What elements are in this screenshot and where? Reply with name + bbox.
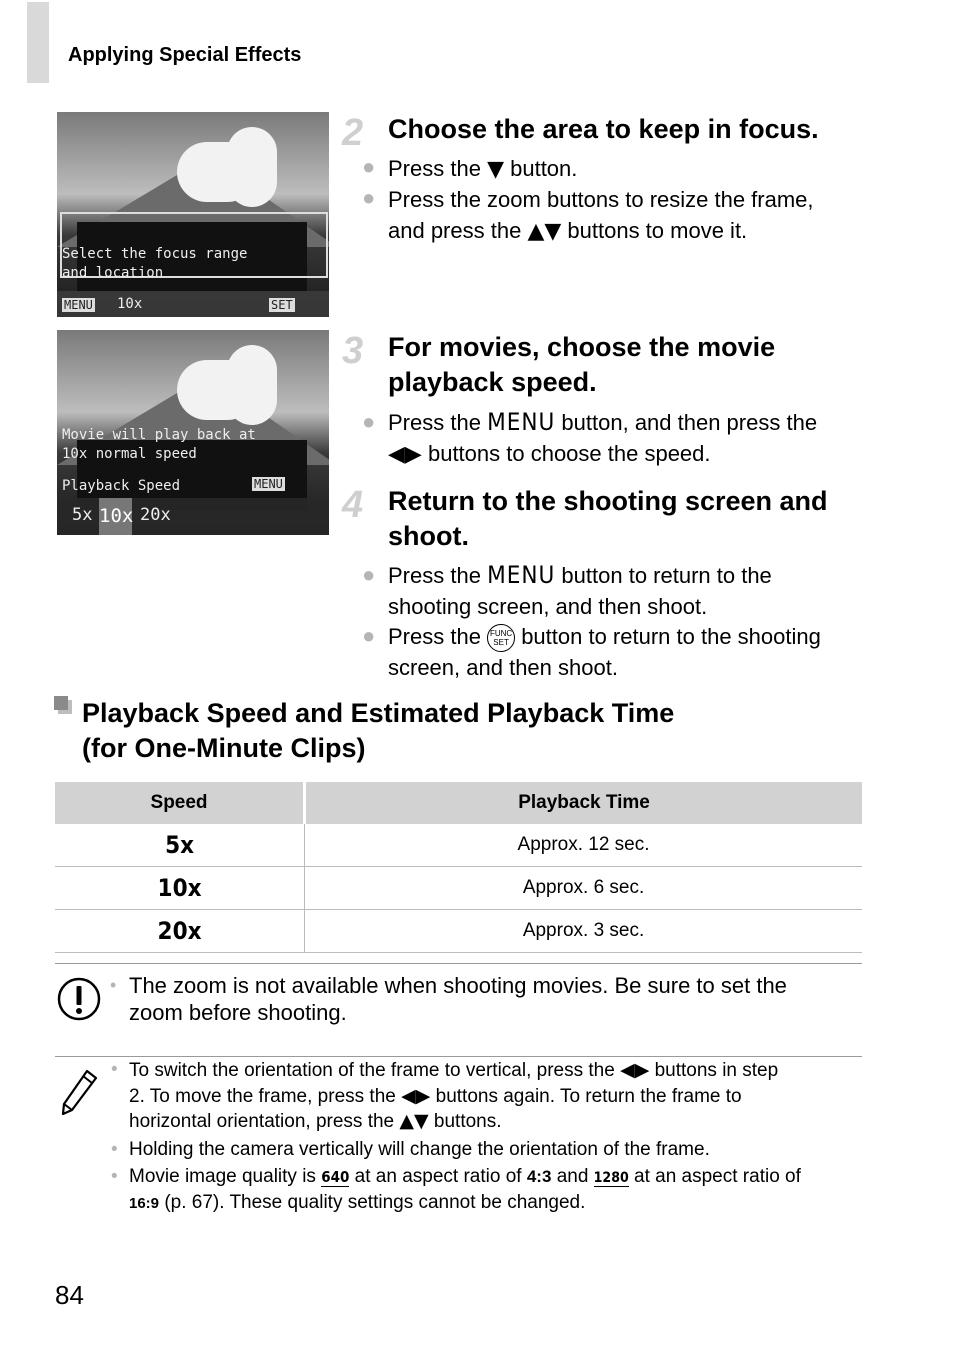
- left-right-arrows-icon: ◀▶: [401, 1084, 431, 1107]
- notes-list: • To switch the orientation of the frame to vertical, press the ◀▶ buttons in step 2. To move the frame, press the ◀▶ buttons again. To return the frame to horizontal orientation, press the ▲▼ buttons. • Holding the camera vertically will change the orientation of the frame. • Movie image quality is 640 at an aspect ratio of 4:3 and 1280 at an aspect ratio of 16:9 (p. 67). These quality settings cannot be changed.: [111, 1059, 801, 1213]
- camera-screen-playback-speed: [57, 330, 329, 535]
- step-number: 2: [342, 112, 364, 154]
- bullet-icon: ●: [362, 562, 376, 587]
- divider: [55, 963, 862, 964]
- sidebar-tab: [27, 2, 49, 83]
- table-header: Speed: [55, 782, 305, 824]
- speed-cell: 20x: [55, 910, 305, 953]
- overlay-text: and location: [62, 265, 164, 281]
- bullet-icon: ●: [362, 185, 376, 210]
- bullet-icon: •: [110, 975, 117, 995]
- caution-text: The zoom is not available when shooting movies. Be sure to set the zoom before shooting.: [129, 973, 787, 1025]
- overlay-text: Movie will play back at: [62, 427, 256, 443]
- pencil-note-icon: [59, 1068, 99, 1116]
- down-arrow-icon: ▼: [487, 157, 504, 182]
- menu-badge: MENU: [254, 477, 283, 491]
- speed-cell: 5x: [55, 824, 305, 867]
- speed-option-selected: 10x: [99, 498, 132, 535]
- menu-badge: MENU: [64, 298, 93, 312]
- quality-1280-icon: 1280: [593, 1170, 629, 1186]
- step-title: Choose the area to keep in focus.: [388, 114, 819, 144]
- set-badge: SET: [271, 298, 293, 312]
- step-instruction: Press the MENU button to return to the shooting screen, and then shoot.: [388, 561, 772, 619]
- speed-cell: 10x: [55, 867, 305, 910]
- aspect-ratio-icon: 4:3: [526, 1167, 552, 1186]
- time-cell: Approx. 12 sec.: [305, 824, 862, 867]
- caution-icon: [57, 977, 101, 1021]
- bullet-icon: ●: [362, 154, 376, 179]
- speed-option: 5x: [72, 505, 93, 525]
- up-down-arrows-icon: ▲▼: [399, 1110, 429, 1132]
- step-instruction: Press the zoom buttons to resize the frame, and press the ▲▼ buttons to move it.: [388, 187, 814, 244]
- divider: [55, 1056, 862, 1057]
- up-down-arrows-icon: ▲▼: [527, 219, 562, 244]
- step-number: 3: [342, 330, 364, 372]
- playback-time-table: [55, 782, 862, 953]
- step-instruction: Press the ▼ button.: [388, 156, 578, 182]
- overlay-text: Select the focus range: [62, 246, 248, 262]
- bullet-icon: ●: [362, 409, 376, 434]
- step-number: 4: [342, 484, 364, 526]
- step-instruction: Press the FUNC SET button to return to the shooting screen, and then shoot.: [388, 624, 821, 681]
- table-row: [55, 824, 862, 867]
- subsection-title: Playback Speed and Estimated Playback Time (for One-Minute Clips): [82, 698, 675, 763]
- func-set-button-icon: FUNC SET: [487, 624, 515, 652]
- camera-screen-focus-area: [57, 112, 329, 317]
- table-header: Playback Time: [305, 782, 862, 824]
- menu-button-icon: MENU: [487, 561, 556, 589]
- section-square-icon: [53, 695, 73, 715]
- playback-speed-label: Playback Speed: [62, 478, 181, 494]
- page-number: 84: [55, 1280, 84, 1310]
- quality-640-icon: 640: [321, 1168, 350, 1186]
- zoom-label: 10x: [117, 296, 143, 312]
- menu-button-icon: MENU: [487, 408, 556, 436]
- overlay-text: 10x normal speed: [62, 446, 197, 462]
- speed-option: 20x: [140, 505, 171, 525]
- table-row: [55, 910, 862, 953]
- left-right-arrows-icon: ◀▶: [388, 442, 422, 467]
- table-row: [55, 867, 862, 910]
- time-cell: Approx. 6 sec.: [305, 867, 862, 910]
- bullet-icon: ●: [362, 623, 376, 648]
- step-title: For movies, choose the movie playback speed.: [388, 332, 776, 397]
- time-cell: Approx. 3 sec.: [305, 910, 862, 953]
- step-instruction: Press the MENU button, and then press the ◀▶ buttons to choose the speed.: [388, 408, 818, 467]
- section-title: Applying Special Effects: [68, 44, 302, 66]
- aspect-ratio-icon: 16:9: [129, 1194, 160, 1212]
- step-title: Return to the shooting screen and shoot.: [388, 486, 828, 551]
- left-right-arrows-icon: ◀▶: [620, 1059, 650, 1081]
